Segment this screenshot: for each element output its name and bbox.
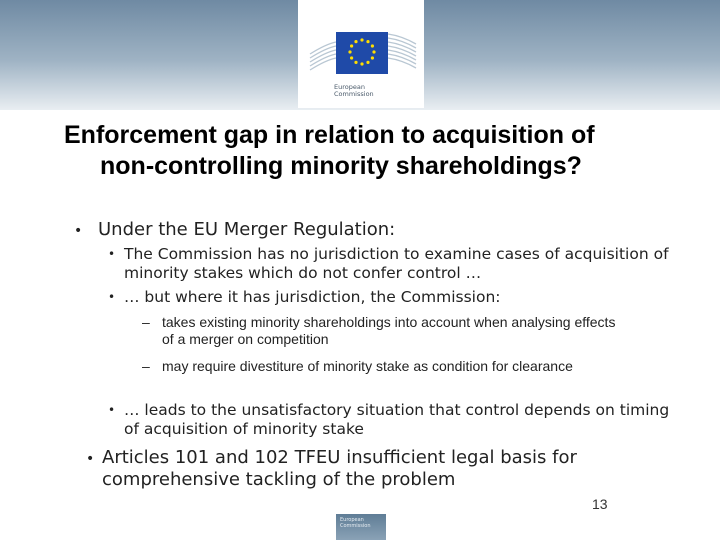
logo-text-line1: European: [334, 83, 365, 91]
bullet-text: The Commission has no jurisdiction to examine cases of acquisition of minority stakes which do not confer control …: [124, 245, 669, 282]
european-commission-logo: [298, 0, 424, 108]
title-line-1: Enforcement gap in relation to acquisition of: [64, 121, 595, 149]
bullet-mark: •: [108, 403, 116, 417]
bullet-no-jurisdiction: [108, 245, 678, 283]
dash-mark: –: [142, 314, 150, 330]
bullet-text: Under the EU Merger Regulation:: [98, 219, 396, 240]
dash-existing-shareholdings: [142, 314, 622, 348]
dash-divestiture: [142, 358, 622, 375]
title-line-2: non-controlling minority shareholdings?: [100, 152, 582, 180]
bullet-text: … but where it has jurisdiction, the Commission:: [124, 288, 501, 306]
bullet-eu-merger-regulation: [74, 219, 694, 241]
dash-mark: –: [142, 358, 150, 374]
footer-logo-text: European Commission: [340, 517, 371, 529]
bullet-mark: •: [108, 247, 116, 261]
bullet-mark: •: [74, 223, 83, 239]
slide-title: [64, 120, 684, 182]
berlaymont-building-icon: [306, 14, 418, 74]
logo-wordmark: [334, 84, 414, 98]
bullet-unsatisfactory-situation: [108, 401, 678, 439]
bullet-text: … leads to the unsatisfactory situation that control depends on timing of acquisition of minority stake: [124, 401, 670, 438]
bullet-text: Articles 101 and 102 TFEU insufficient legal basis for comprehensive tackling of the problem: [102, 447, 577, 490]
bullet-mark: •: [86, 451, 95, 467]
dash-text: may require divestiture of minority stake as condition for clearance: [162, 358, 573, 374]
page-number: 13: [592, 496, 608, 512]
footer-commission-logo: [336, 514, 386, 540]
bullet-articles-101-102: [86, 447, 686, 491]
logo-text-line2: Commission: [334, 90, 374, 98]
dash-text: takes existing minority shareholdings into account when analysing effects of a merger on competition: [162, 314, 616, 347]
bullet-mark: •: [108, 290, 116, 304]
bullet-has-jurisdiction: [108, 288, 678, 307]
